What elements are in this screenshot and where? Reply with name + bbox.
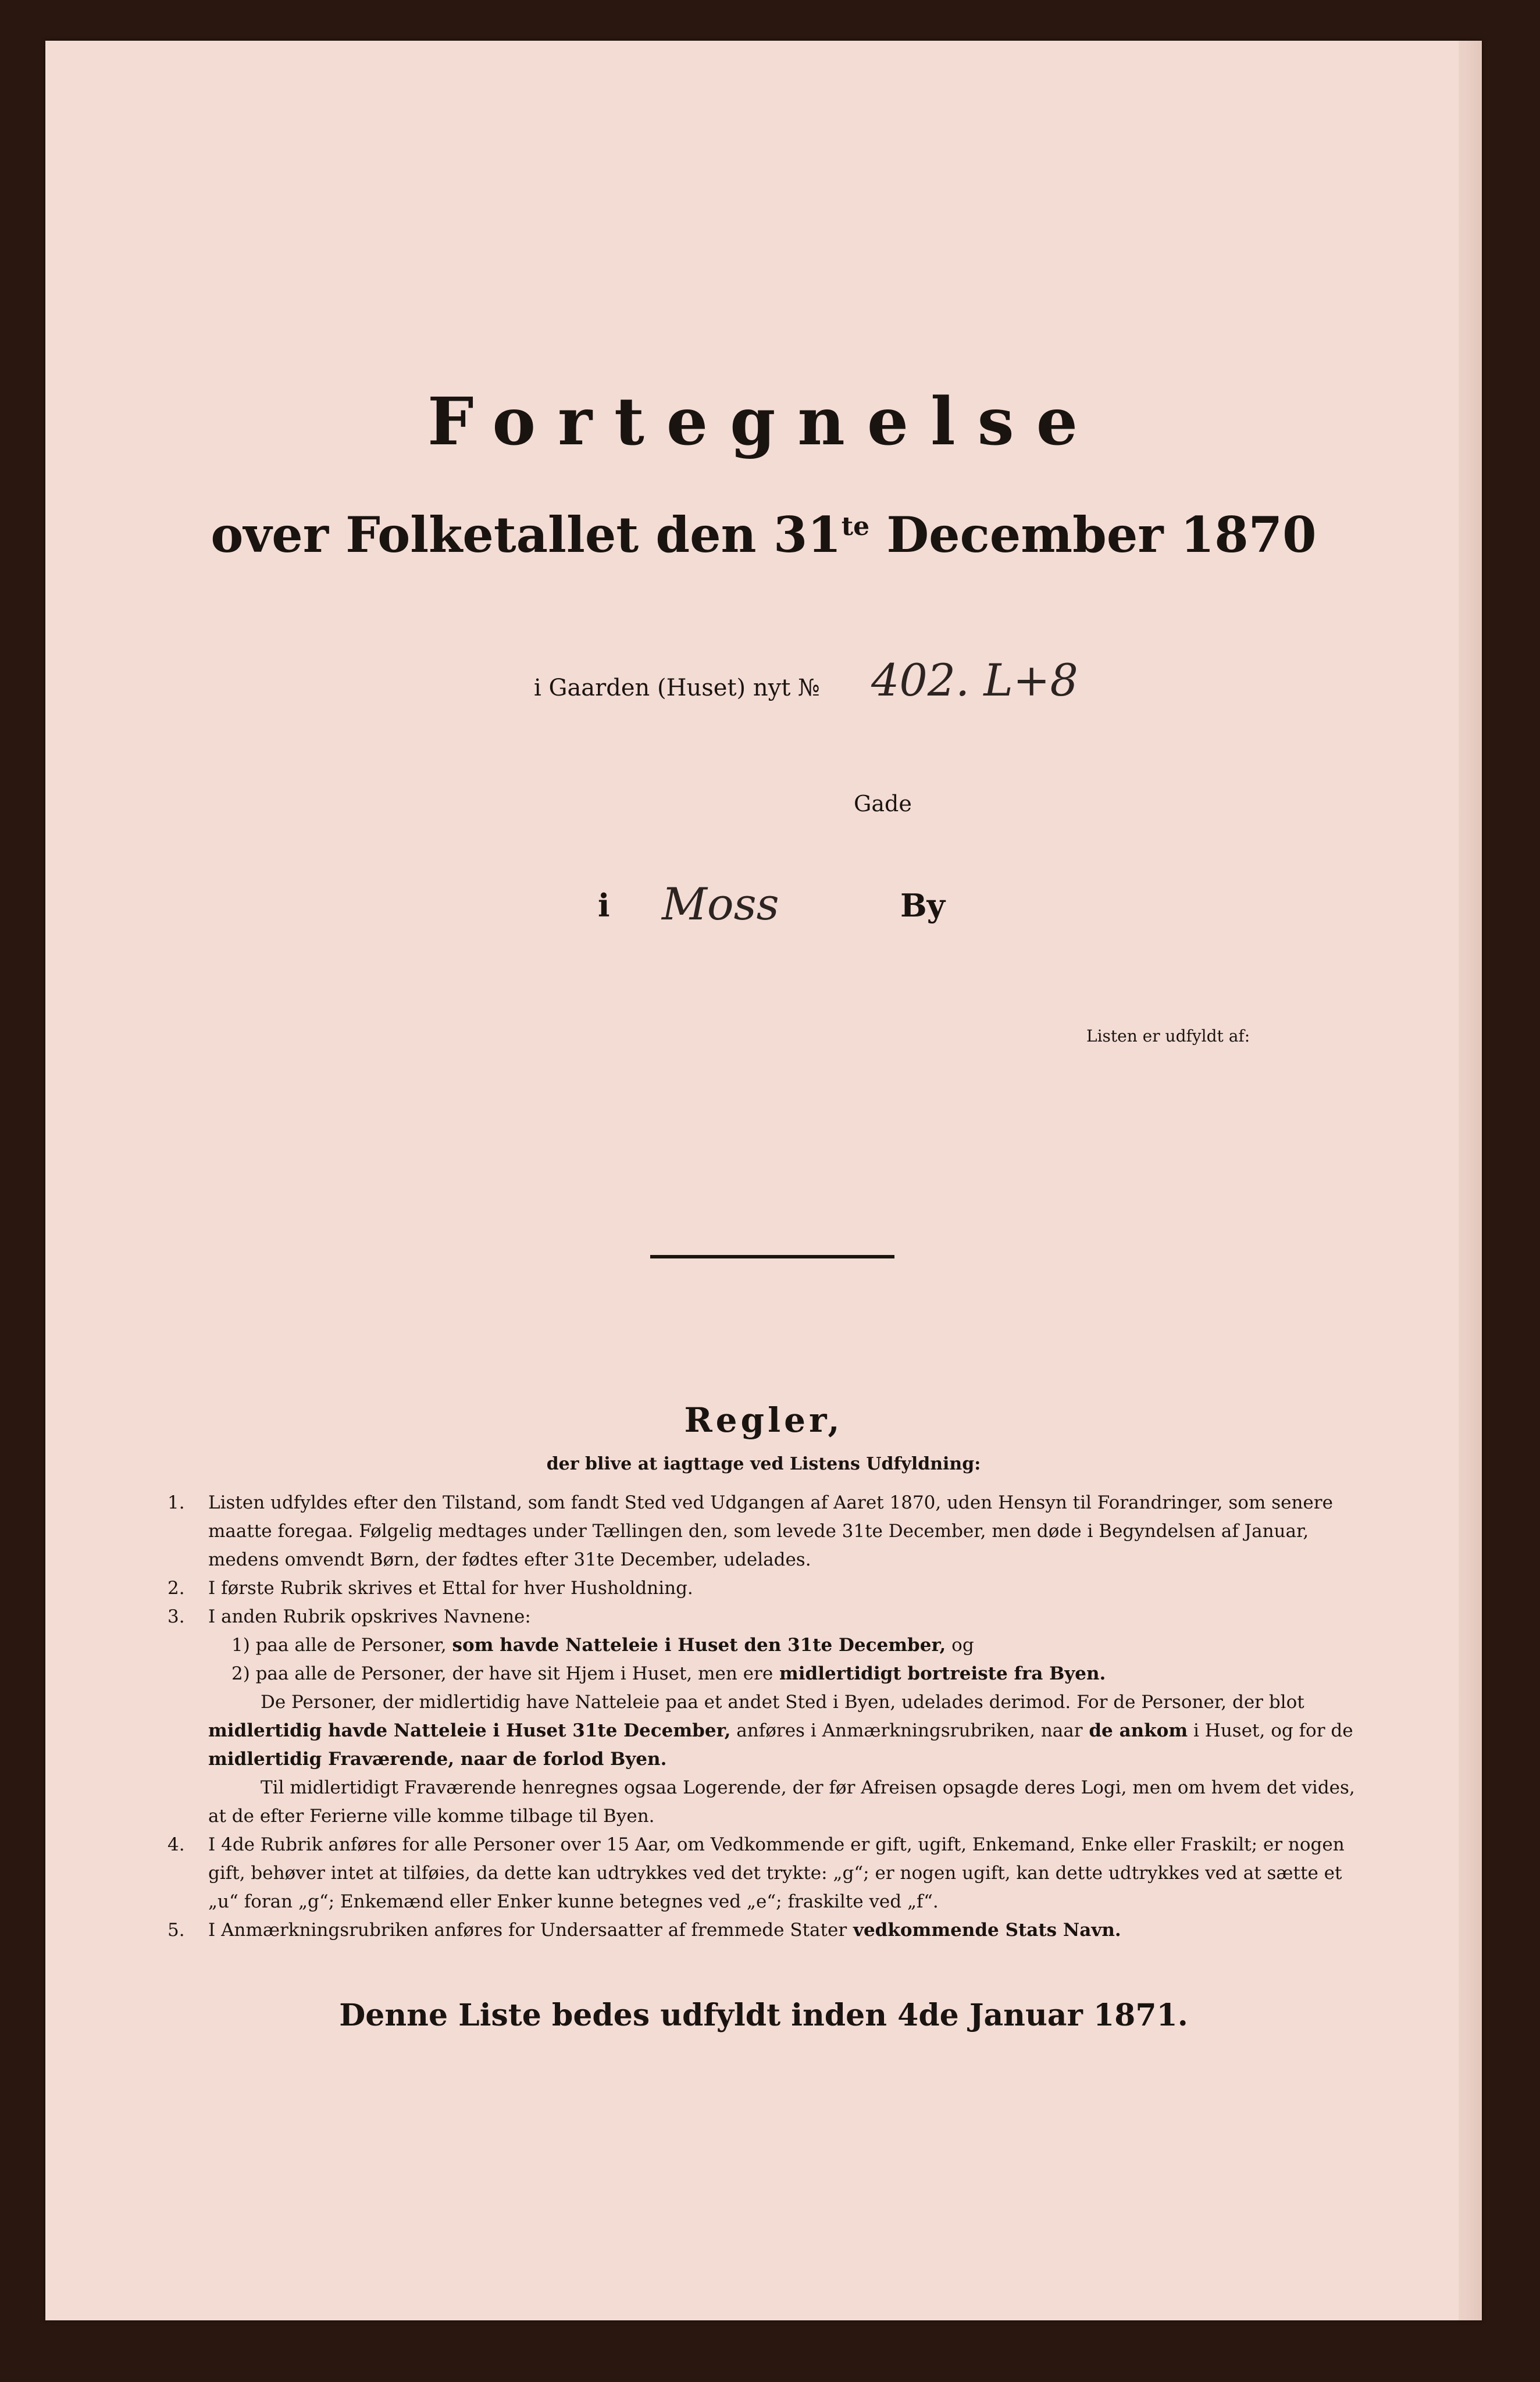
rule-3a-bold: som havde Natteleie i Huset den 31te December, xyxy=(452,1635,946,1656)
rule-number: 1. xyxy=(167,1492,185,1513)
rule-number: 2. xyxy=(167,1578,185,1599)
rule-number: 4. xyxy=(167,1834,185,1855)
rule-text: I Anmærkningsrubriken anføres for Undersaatter af fremmede Stater xyxy=(208,1920,847,1941)
udfyldt-label: Listen er udfyldt af: xyxy=(1086,1026,1250,1046)
subtitle-post: December 1870 xyxy=(869,506,1317,564)
rule-text: Listen udfyldes efter den Tilstand, som fandt Sted ved Udgangen af Aaret 1870, uden Hensyn til Forandringer, som senere maatte foregaa. Følgelig medtages under Tællingen den, som levede 31te December, men døde i Begyndelsen af Januar, medens omvendt Børn, der fødtes efter 31te December, udelades. xyxy=(208,1492,1333,1570)
rule-3p1-c: anføres i Anmærkningsrubriken, naar xyxy=(730,1720,1083,1741)
rule-3-paragraph-2: Til midlertidigt Fraværende henregnes ogsaa Logerende, der før Afreisen opsagde deres Logi, men om hvem det vides, at de efter Ferierne ville komme tilbage til Byen. xyxy=(208,1777,1355,1827)
rule-3p1-e: i Huset, og for de xyxy=(1188,1720,1353,1741)
rule-number: 5. xyxy=(167,1920,185,1941)
rule-2 xyxy=(167,1574,1377,1603)
by-label: By xyxy=(900,887,946,924)
rule-text: I første Rubrik skrives et Ettal for hver Husholdning. xyxy=(208,1578,693,1599)
rule-4 xyxy=(167,1831,1377,1916)
deadline-notice: Denne Liste bedes udfyldt inden 4de Januar 1871. xyxy=(339,1998,1188,2033)
form-title: Fortegnelse xyxy=(427,384,1100,460)
rule-1 xyxy=(167,1489,1377,1574)
rule-5 xyxy=(167,1916,1377,1945)
rule-3p1-a: De Personer, der midlertidig have Natteleie paa et andet Sted i Byen, udelades derimod. For de Personer, der blot xyxy=(261,1692,1304,1713)
gade-label: Gade xyxy=(854,791,912,816)
rule-3p1-d: de ankom xyxy=(1082,1720,1188,1741)
rule-text: I anden Rubrik opskrives Navnene: xyxy=(208,1606,531,1627)
rule-3 xyxy=(167,1603,1377,1831)
page-edge xyxy=(1459,41,1482,2320)
rule-5-bold: vedkommende Stats Navn. xyxy=(847,1920,1121,1941)
by-prefix: i xyxy=(598,887,610,924)
rule-3a-text: 1) paa alle de Personer, xyxy=(231,1635,447,1656)
gaard-label: i Gaarden (Huset) nyt № xyxy=(534,675,820,701)
section-divider xyxy=(650,1255,894,1258)
rules-list xyxy=(167,1489,1377,1945)
rule-3b-bold: midlertidigt bortreiste fra Byen. xyxy=(773,1663,1106,1684)
rules-title: Regler, xyxy=(684,1400,843,1440)
rule-3b-text: 2) paa alle de Personer, der have sit Hjem i Huset, men ere xyxy=(231,1663,773,1684)
by-value-handwritten: Moss xyxy=(662,878,779,930)
rule-text: I 4de Rubrik anføres for alle Personer over 15 Aar, om Vedkommende er gift, ugift, Enkemand, Enke eller Fraskilt; er nogen gift, behøver intet at tilføies, da dette kan udtrykkes ved det trykte: „g“; er nogen ugift, kan dette udtrykkes ved at sætte et „u“ foran „g“; Enkemænd eller Enker kunne betegnes ved „e“; fraskilte ved „f“. xyxy=(208,1834,1345,1912)
rule-3-paragraph-1 xyxy=(208,1688,1377,1774)
rule-3p1-b: midlertidig havde Natteleie i Huset 31te December, xyxy=(208,1720,731,1741)
form-subtitle xyxy=(45,506,1482,564)
gaard-number-handwritten: 402. L+8 xyxy=(871,654,1078,706)
rule-3a-post: og xyxy=(946,1635,974,1656)
rule-3-item-2 xyxy=(208,1660,1377,1688)
rule-number: 3. xyxy=(167,1606,185,1627)
rule-3-item-1 xyxy=(208,1631,1377,1660)
rule-3p1-f: midlertidig Fraværende, naar de forlod Byen. xyxy=(208,1749,667,1770)
rules-subtitle: der blive at iagttage ved Listens Udfyldning: xyxy=(546,1454,981,1474)
subtitle-sup: te xyxy=(841,512,870,541)
census-form-page xyxy=(45,41,1482,2320)
gaard-line xyxy=(534,675,820,701)
subtitle-pre: over Folketallet den 31 xyxy=(211,506,842,564)
